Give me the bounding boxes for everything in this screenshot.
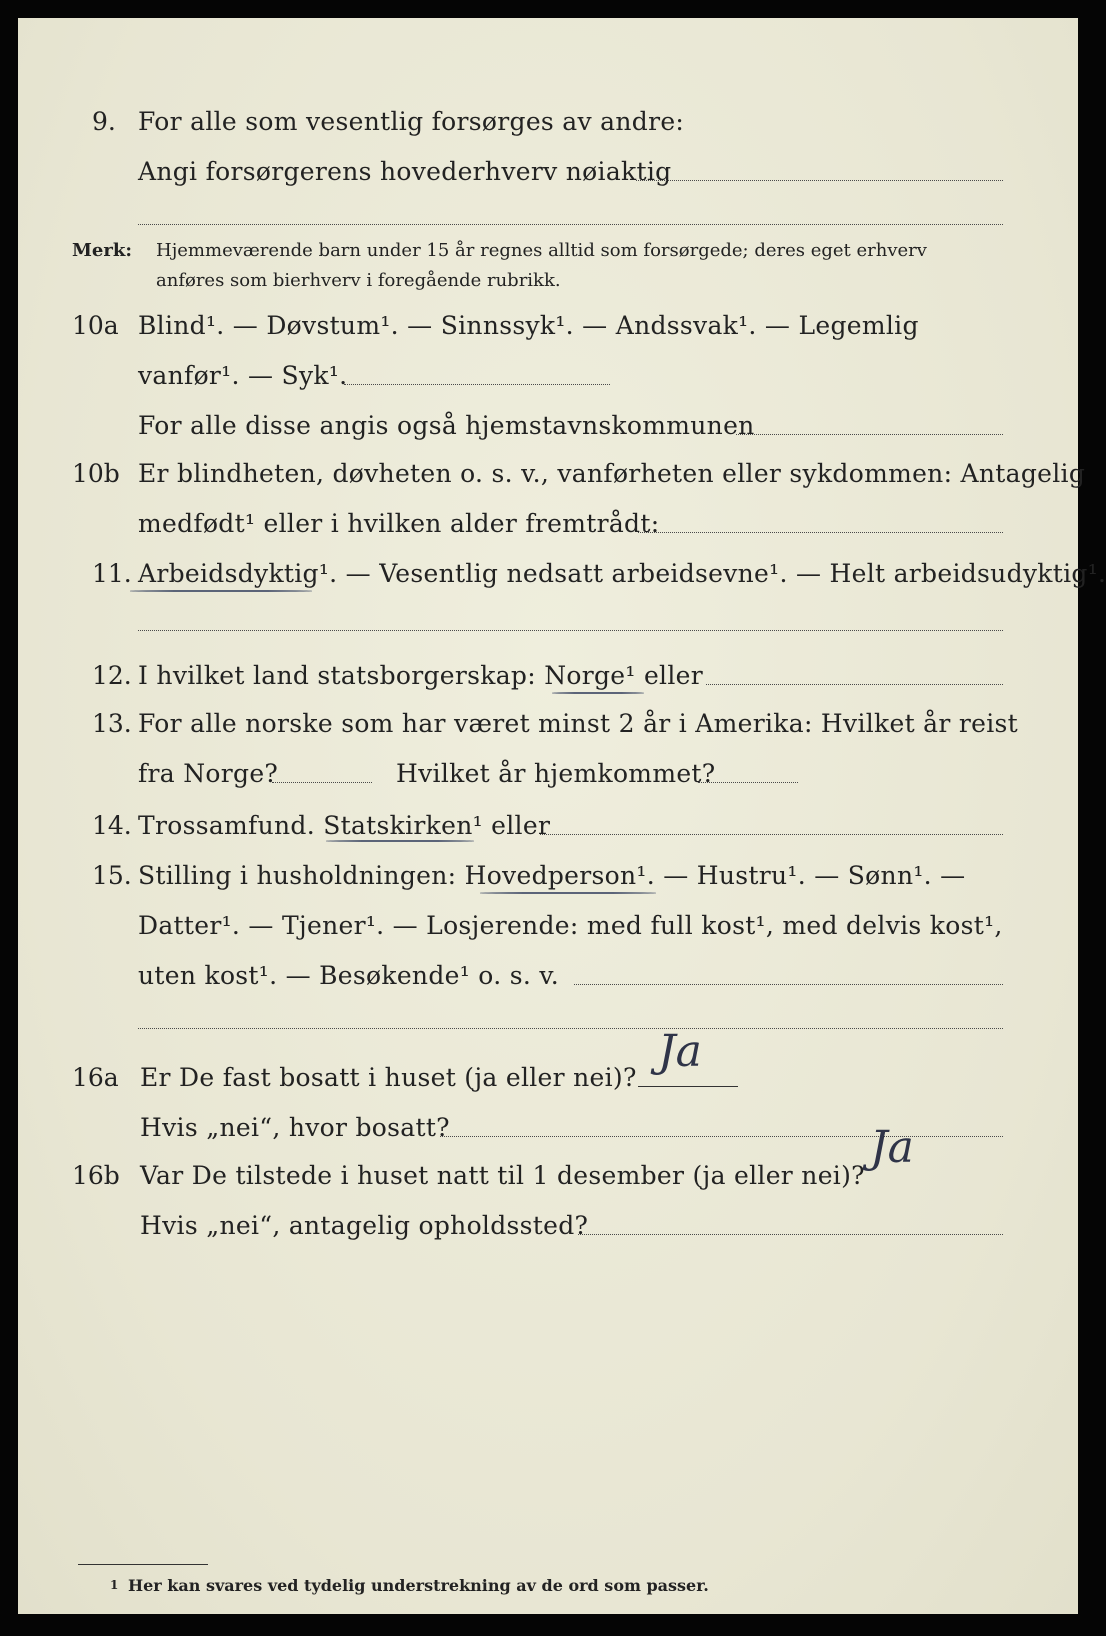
question-15-line-3 [18,956,1078,996]
question-16b-line-1 [18,1156,1078,1196]
handwritten-underline-hovedperson [480,892,656,894]
note-line-1: Hjemmeværende barn under 15 år regnes alltid som forsørgede; deres eget erhverv [156,240,927,261]
question-12-text: I hvilket land statsborgerskap: Norge¹ eller [138,661,703,690]
question-10a-text-2: vanfør¹. — Syk¹. [138,361,348,390]
question-15-number: 15. [92,861,132,890]
question-13-text: For alle norske som har været minst 2 år i Amerika: Hvilket år reist [138,709,1019,738]
question-9-line-2 [18,152,1078,192]
question-11-line [18,554,1106,594]
answer-line-13-reist[interactable] [272,782,372,783]
handwritten-answer-16a: Ja [658,1026,702,1077]
question-12-line [18,656,1078,696]
question-10b-line-2 [18,504,1078,544]
question-16a-line-2 [18,1108,1078,1148]
question-9-prompt: Angi forsørgerens hovederhverv nøiaktig [138,157,672,186]
answer-line-16b-opholdssted[interactable] [578,1234,1003,1235]
question-13-line-2 [18,754,1078,794]
answer-line-14[interactable] [540,834,1003,835]
question-16a-prompt: Hvis „nei“, hvor bosatt? [140,1113,450,1142]
question-15-text-3: uten kost¹. — Besøkende¹ o. s. v. [138,961,560,990]
handwritten-underline-arbeidsdyktig [130,590,312,592]
answer-line-13-hjemkommet[interactable] [698,782,798,783]
answer-line-16a[interactable] [638,1086,738,1087]
question-10b-number: 10b [72,459,120,488]
question-15-line-1 [18,856,1078,896]
answer-line-11[interactable] [138,630,1003,631]
question-16b-line-2 [18,1206,1078,1246]
footnote-divider [78,1564,208,1565]
question-10a-number: 10a [72,311,119,340]
question-10a-prompt: For alle disse angis også hjemstavnskommunen [138,411,755,440]
note-label: Merk: [72,240,132,261]
question-13-reist-label: fra Norge? [138,759,279,788]
question-15-line-2 [18,906,1078,946]
answer-line-15b[interactable] [138,1028,1003,1029]
question-16b-text: Var De tilstede i huset natt til 1 desember (ja eller nei)? [140,1161,865,1190]
footnote-mark: 1 [110,1578,119,1592]
question-9-number: 9. [92,107,116,136]
handwritten-answer-16b: Ja [870,1122,914,1173]
question-16b-prompt: Hvis „nei“, antagelig opholdssted? [140,1211,589,1240]
handwritten-underline-statskirken [326,840,474,842]
question-14-line [18,806,1078,846]
question-10a-line-2 [18,356,1078,396]
question-13-hjemkommet-label: Hvilket år hjemkommet? [396,759,716,788]
question-10a-text: Blind¹. — Døvstum¹. — Sinnssyk¹. — Andssvak¹. — Legemlig [138,311,919,340]
question-14-number: 14. [92,811,132,840]
question-10a-line-1 [18,306,1078,346]
question-14-text: Trossamfund. Statskirken¹ eller [138,811,551,840]
question-16a-text: Er De fast bosatt i huset (ja eller nei)? [140,1063,637,1092]
question-10b-line-1 [18,454,1086,494]
footnote-text: Her kan svares ved tydelig understrekning av de ord som passer. [128,1576,709,1595]
answer-line-10a[interactable] [344,384,610,385]
answer-line-10a-home[interactable] [736,434,1003,435]
question-16b-number: 16b [72,1161,120,1190]
question-16a-line-1 [18,1058,1078,1098]
handwritten-underline-norge [552,692,644,694]
question-13-line-1 [18,704,1078,744]
question-10b-text: Er blindheten, døvheten o. s. v., vanførheten eller sykdommen: Antagelig [138,459,1086,488]
answer-line-9b[interactable] [138,224,1003,225]
answer-line-15[interactable] [574,984,1003,985]
question-15-text: Stilling i husholdningen: Hovedperson¹. — Hustru¹. — Sønn¹. — [138,861,966,890]
answer-line-16a-bosatt[interactable] [440,1136,1003,1137]
question-11-text: Arbeidsdyktig¹. — Vesentlig nedsatt arbeidsevne¹. — Helt arbeidsudyktig¹. [138,559,1106,588]
question-10b-prompt: medfødt¹ eller i hvilken alder fremtrådt: [138,509,660,538]
question-9-text: For alle som vesentlig forsørges av andre: [138,107,685,136]
question-15-text-2: Datter¹. — Tjener¹. — Losjerende: med full kost¹, med delvis kost¹, [138,911,1003,940]
census-form-page [18,18,1106,1614]
answer-line-9[interactable] [636,180,1003,181]
question-9-line-1 [18,102,1078,142]
note-line-2: anføres som bierhverv i foregående rubrikk. [156,270,561,291]
question-16a-number: 16a [72,1063,119,1092]
question-10a-line-3 [18,406,1078,446]
question-11-number: 11. [92,559,132,588]
answer-line-10b[interactable] [638,532,1003,533]
answer-line-12[interactable] [706,684,1003,685]
question-12-number: 12. [92,661,132,690]
question-13-number: 13. [92,709,132,738]
